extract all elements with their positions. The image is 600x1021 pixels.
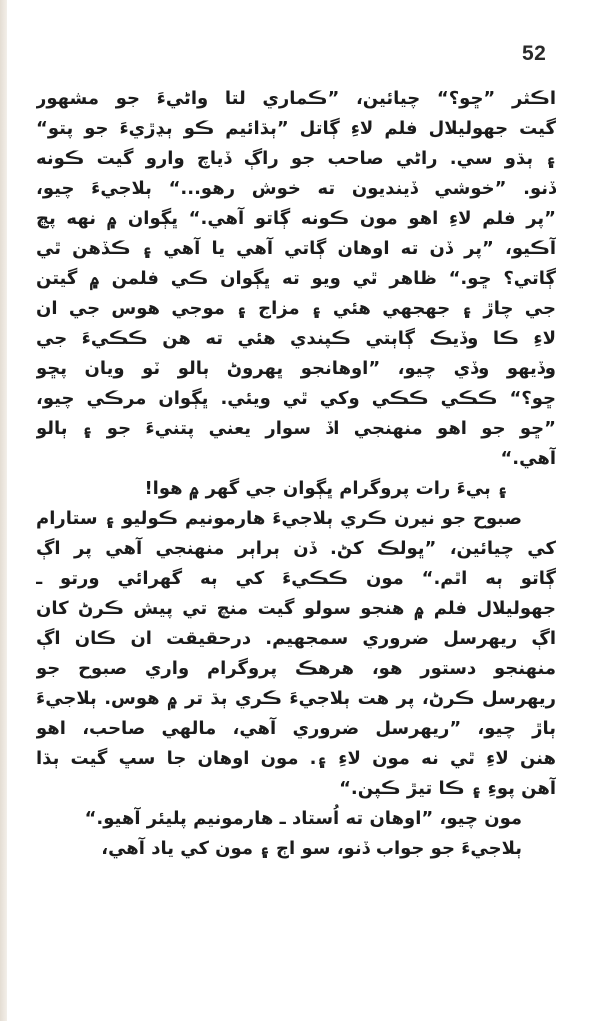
- text-line: ڇو؟“ ڪڪي ڪڪي وکي ٿي ويئي. ڀڳوان مرڪي چيو،: [36, 388, 556, 409]
- text-line: کي چيائين، ”ڀولڪ کڻ. ڏن ٻراٻر منهنجي آهي پر اڳ: [36, 538, 556, 559]
- text-line: منهنجو دستور هو، هرهڪ پروگرام واري صبوح جو: [36, 658, 556, 679]
- text-line: ٻلاجيءَ جو جواب ڏنو، سو اڄ ۽ مون کي ياد آهي،: [101, 838, 522, 859]
- text-line: وڏيهو وڏي چيو، ”اوهانجو ڀهروڻ ٻالو ٽو ويان پڇو: [36, 358, 556, 379]
- text-line: اڳ ريهرسل ضروري سمجهيم. درحقيقت ان ڪان اڳ: [36, 628, 556, 649]
- text-line: ڏنو. ”خوشي ڏينديون ته خوش رهو...“ ٻلاجيءَ چيو،: [36, 178, 556, 199]
- text-line: جي چاڙ ۽ جهجهي هئي ۽ مزاج ۽ موجي هوس جي ان: [36, 298, 556, 319]
- text-line-paragraph-start: صبوح جو نيرن ڪري ٻلاجيءَ هارمونيم ڪوليو ۽ ستارام: [36, 508, 522, 529]
- body-text: [36, 84, 556, 864]
- text-line: آڪيو، ”پر ڏن ته اوهان ڳاتي آهي يا آهي ۽ ڪڏهن ٿي: [36, 238, 556, 259]
- text-line: هنن لاءِ ٿي نه مون لاءِ ۽. مون اوهان جا سڀ گيت ٻڌا: [36, 748, 556, 769]
- text-line: ڳاتي؟ ڇو.“ ظاهر ٿي ويو ته ڀڳوان ڪي فلمن ۾ گيتن: [36, 268, 556, 289]
- text-line-paragraph-end: آهن پوءِ ۽ ڪا تيڙ ڪپن.“: [339, 778, 556, 799]
- text-line: ڳاتو ٻه اٿم.“ مون ڪڪيءَ کي ٻه گهرائي ورتو ـ: [36, 568, 556, 589]
- text-line-paragraph-end: آهي.“: [500, 448, 556, 469]
- text-line: ريهرسل ڪرڻ، پر هت ٻلاجيءَ ڪري ٻڌ تر ۾ هوس. ٻلاجيءَ: [36, 688, 556, 709]
- text-line: لاءِ ڪا وڏيڪ ڳاٻتي ڪپندي هئي ته هن ڪڪيءَ جي: [36, 328, 556, 349]
- page-number: 52: [522, 42, 547, 65]
- text-line: ۽ ٻڌو سي. راڻي صاحب جو راڳ ڏياچ وارو گيت ڪونه: [36, 148, 556, 169]
- text-line: اڪثر ”ڇو؟“ چيائين، ”ڪماري لتا واڻيءَ جو مشهور: [36, 88, 556, 109]
- text-line: ”پر فلم لاءِ اهو مون ڪونه ڳاتو آهي.“ ڀڳوان ۾ نهه پڇ: [36, 208, 556, 229]
- section-heading-line: ۽ ٻيءَ رات پروگرام ڀڳوان جي گهر ۾ هوا!: [144, 478, 508, 499]
- text-line: گيت جهوليلال فلم لاءِ ڳاتل ”ٻڌائيم ڪو ٻڍڙيءَ جو پتو“: [36, 118, 556, 139]
- text-line: ”ڇو جو اهو منهنجي اڏ سوار يعني پتنيءَ جو ۽ ٻالو: [36, 418, 556, 439]
- text-line-paragraph-start: مون چيو، ”اوهان ته اُستاد ـ هارمونيم پليئر آهيو.“: [84, 808, 522, 829]
- text-line: ٻاڙ چيو، ”ريهرسل ضروري آهي، مالهي صاحب، اهو: [36, 718, 556, 739]
- text-line: جهوليلال فلم ۾ هنجو سولو گيت منچ تي پيش ڪرڻ کان: [36, 598, 556, 619]
